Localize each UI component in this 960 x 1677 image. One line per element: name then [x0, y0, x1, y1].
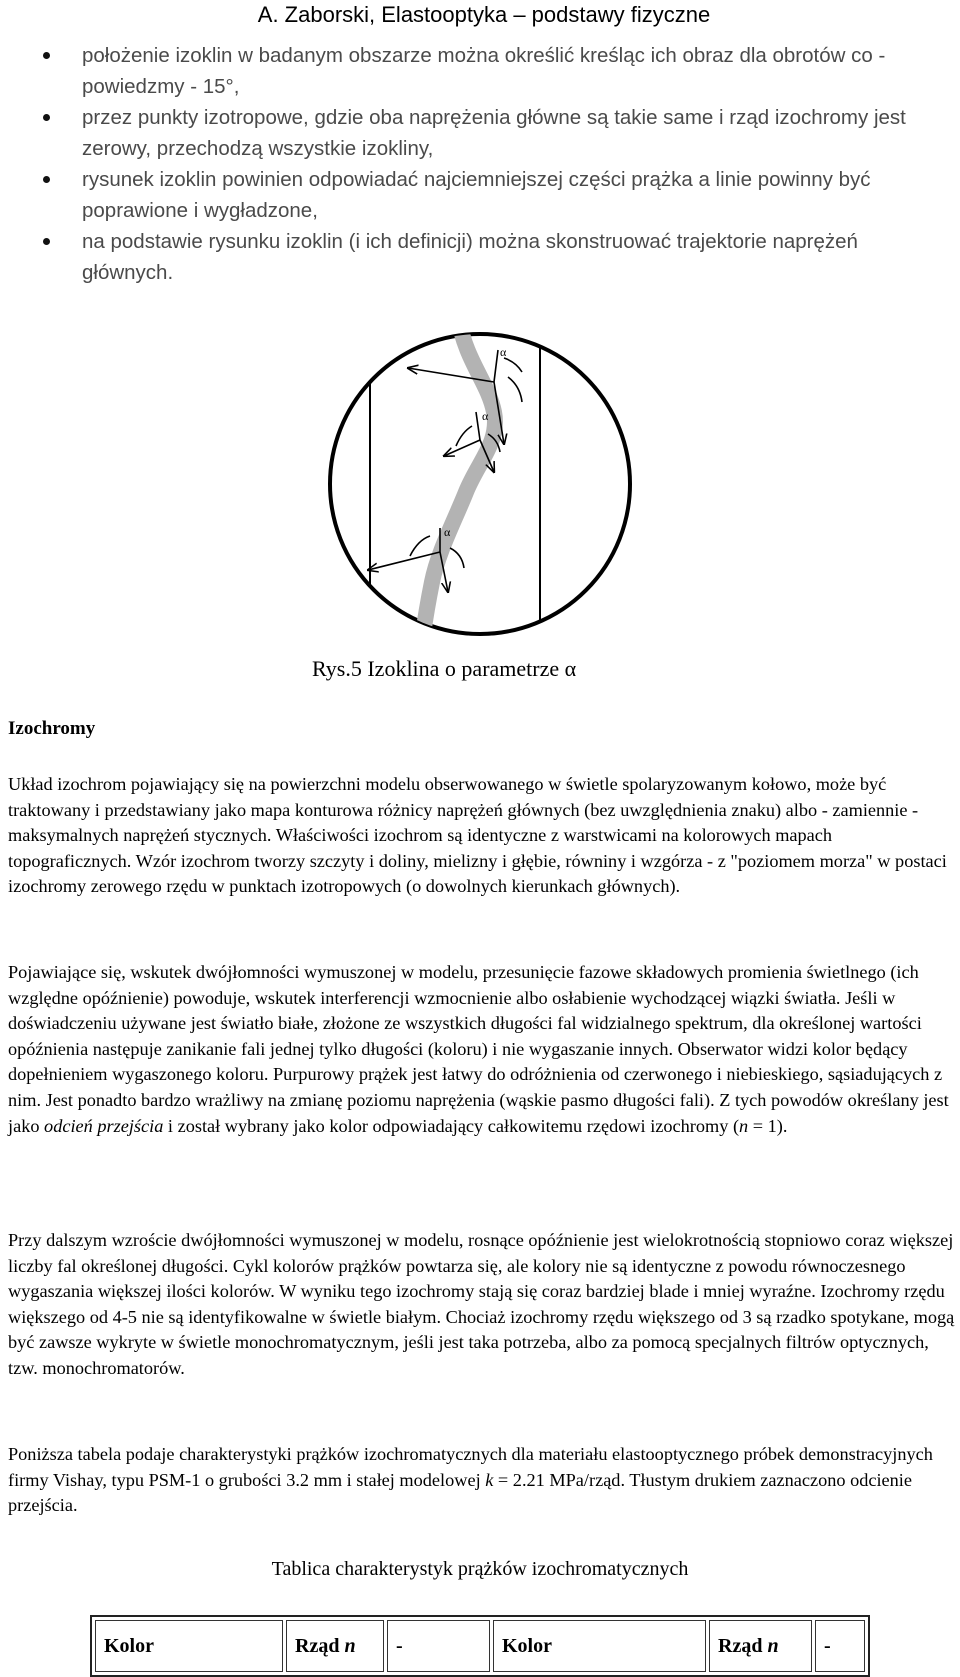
header-rzad: Rząd n — [709, 1620, 812, 1672]
isocline-diagram — [316, 322, 656, 652]
bullet-icon — [43, 238, 50, 245]
figure-caption: Rys.5 Izoklina o parametrze α — [312, 656, 577, 681]
table-caption: Tablica charakterystyk prążków izochromatycznych — [271, 1558, 689, 1580]
list-item: rysunek izoklin powinien odpowiadać najciemniejszej części prążka a linie powinny być poprawione i wygładzone, — [0, 164, 940, 226]
bullet-icon — [43, 52, 50, 59]
header-kolor: Kolor — [493, 1620, 706, 1672]
header-rzad: Rząd n — [286, 1620, 384, 1672]
header-dash: - — [387, 1620, 490, 1672]
var-n: n — [739, 1115, 749, 1136]
bullet-icon — [43, 176, 50, 183]
section-heading: Izochromy — [8, 718, 96, 739]
header-dash: - — [815, 1620, 865, 1672]
table-header-row — [95, 1620, 865, 1672]
paragraph-2: Pojawiające się, wskutek dwójłomności wymuszonej w modelu, przesunięcie fazowe składowych promienia świetlnego (ich względne opóźnienie) powoduje, wskutek interferencji wzmocnienie albo osłabienie wychodzącej wiązki światła. Jeśli w doświadczeniu używane jest światło białe, złożone ze wszystkich długości fal widzialnego spektrum, dla określonej wartości opóźnienia następuje zanikanie fali jednej tylko długości (koloru) i nie wygaszanie innych. Obserwator widzi kolor będący dopełnieniem wygaszonego koloru. Purpurowy prążek jest łatwy do odróżnienia od czerwonego i niebieskiego, sąsiadujących z nim. Jest ponadto bardzo wrażliwy na zmianę poziomu naprężenia (wąskie pasmo długości fali). Z tych powodów określany jest jako odcień przejścia i został wybrany jako kolor odpowiadający całkowitemu rzędowi izochromy (n = 1). — [8, 962, 949, 1136]
list-item: przez punkty izotropowe, gdzie oba naprężenia główne są takie same i rząd izochromy jest zerowy, przechodzą wszystkie izokliny, — [0, 102, 940, 164]
paragraph-4: Poniższa tabela podaje charakterystyki prążków izochromatycznych dla materiału elastooptycznego próbek demonstracyjnych firmy Vishay, typu PSM-1 o grubości 3.2 mm i stałej modelowej k = 2.21 MPa/rząd. Tłustym drukiem zaznaczono odcienie przejścia. — [8, 1444, 933, 1516]
bullet-list — [0, 40, 940, 288]
list-item: na podstawie rysunku izoklin (i ich definicji) można skonstruować trajektorie naprężeń głównych. — [0, 226, 940, 288]
isocline-figure — [316, 322, 656, 652]
var-k: k — [485, 1469, 494, 1490]
alpha-label: α — [500, 345, 507, 359]
header-title: A. Zaborski, Elastooptyka – podstawy fizyczne — [257, 2, 711, 27]
bullet-icon — [43, 114, 50, 121]
page-header — [0, 0, 960, 30]
paragraph-1: Układ izochrom pojawiający się na powierzchni modelu obserwowanego w świetle spolaryzowanym kołowo, może być traktowany i przedstawiany jako mapa konturowa różnicy naprężeń głównych (bez uwzględnienia znaku) albo - zamiennie - maksymalnych naprężeń stycznych. Właściwości izochrom są identyczne z warstwicami na kolorowych mapach topograficznych. Wzór izochrom tworzy szczyty i doliny, mielizny i głębie, równiny i wzgórza - z "poziomem morza" w postaci izochromy zerowego rzędu w punktach izotropowych (o dowolnych kierunkach głównych). — [8, 774, 947, 897]
emphasis-text: odcień przejścia — [44, 1115, 164, 1136]
alpha-label: α — [482, 409, 489, 423]
paragraph-3: Przy dalszym wzroście dwójłomności wymuszonej w modelu, rosnące opóźnienie jest wielokrotnością stopniowo coraz większej liczby fal określonej długości. Cykl kolorów prążków powtarza się, ale kolory nie są identyczne z powodu równoczesnego wygaszania większej ilości kolorów. W wyniku tego izochromy stają się coraz bardziej blade i mniej wyraźne. Izochromy rzędu większego od 4-5 nie są identyfikowalne w świetle białym. Chociaż izochromy rzędu większego od 3 są rzadko spotykane, mogą być zawsze wykryte w świetle monochromatycznym, jeśli jest taka potrzeba, albo za pomocą specjalnych filtrów optycznych, tzw. monochromatorów. — [8, 1230, 955, 1378]
header-kolor: Kolor — [95, 1620, 283, 1672]
list-item: położenie izoklin w badanym obszarze można określić kreśląc ich obraz dla obrotów co - powiedzmy - 15°, — [0, 40, 940, 102]
alpha-label: α — [444, 525, 451, 539]
